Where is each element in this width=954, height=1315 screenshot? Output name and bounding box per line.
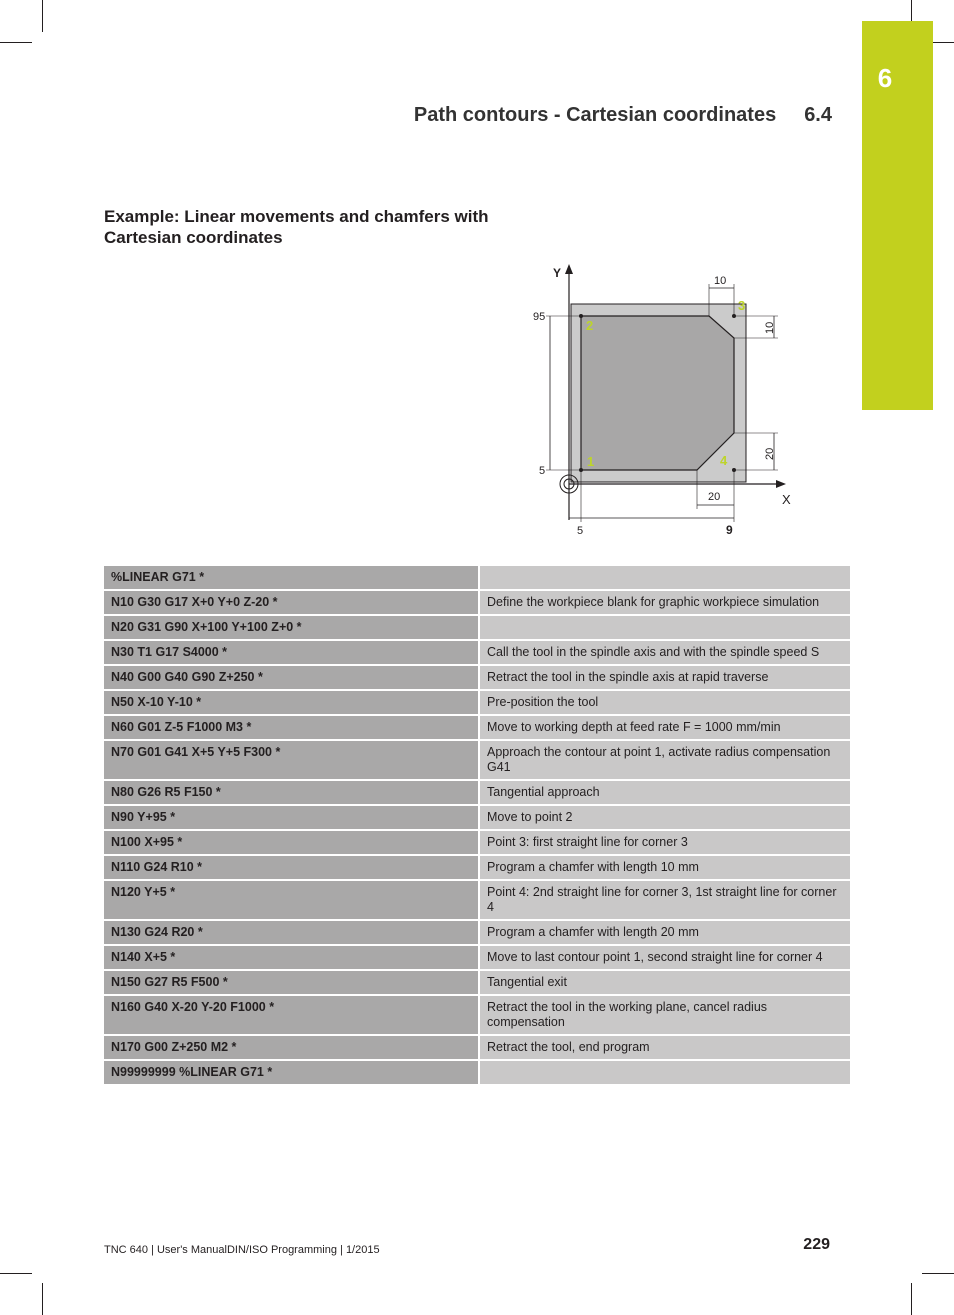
crop-mark — [42, 1283, 43, 1315]
x-axis-arrow — [776, 480, 786, 488]
program-code: N10 G30 G17 X+0 Y+0 Z-20 * — [104, 590, 479, 615]
point-2-label: 2 — [586, 318, 594, 333]
program-description: Retract the tool in the spindle axis at rapid traverse — [479, 665, 850, 690]
crop-mark — [0, 42, 32, 43]
program-code: N99999999 %LINEAR G71 * — [104, 1060, 479, 1085]
table-row — [104, 780, 850, 805]
program-code: N90 Y+95 * — [104, 805, 479, 830]
dim-right-top-label: 10 — [764, 321, 776, 334]
footer-text: TNC 640 | User's ManualDIN/ISO Programming | 1/2015 — [104, 1244, 380, 1256]
point-1-marker — [579, 468, 583, 472]
program-code: N140 X+5 * — [104, 945, 479, 970]
program-code: N60 G01 Z-5 F1000 M3 * — [104, 715, 479, 740]
program-code: N120 Y+5 * — [104, 880, 479, 920]
crop-mark — [911, 1283, 912, 1315]
point-4-label: 4 — [720, 453, 728, 468]
program-description: Tangential approach — [479, 780, 850, 805]
header-title: Path contours - Cartesian coordinates — [413, 104, 777, 126]
program-description: Tangential exit — [479, 970, 850, 995]
y-axis-label: Y — [553, 266, 562, 280]
program-code: N50 X-10 Y-10 * — [104, 690, 479, 715]
label-5-x: 5 — [577, 525, 584, 537]
program-description: Retract the tool in the working plane, cancel radius compensation — [479, 995, 850, 1035]
dim-bottom-label: 20 — [708, 491, 721, 503]
crop-mark — [42, 0, 43, 32]
program-description: Program a chamfer with length 20 mm — [479, 920, 850, 945]
crop-mark — [922, 1273, 954, 1274]
table-row — [104, 995, 850, 1035]
section-title: Example: Linear movements and chamfers with Cartesian coordinates — [104, 207, 489, 247]
table-row — [104, 880, 850, 920]
crop-mark — [0, 1273, 32, 1274]
dim-top-label: 10 — [714, 275, 727, 287]
table-row — [104, 740, 850, 780]
program-table — [104, 566, 850, 1086]
contour-figure — [525, 262, 795, 540]
program-description: Move to working depth at feed rate F = 1000 mm/min — [479, 715, 850, 740]
running-header — [414, 104, 832, 127]
table-row — [104, 665, 850, 690]
point-3-marker — [732, 314, 736, 318]
program-description: Point 3: first straight line for corner 3 — [479, 830, 850, 855]
table-row — [104, 690, 850, 715]
program-description: Retract the tool, end program — [479, 1035, 850, 1060]
table-row — [104, 970, 850, 995]
table-row — [104, 1035, 850, 1060]
part-contour — [581, 316, 734, 470]
point-2-marker — [579, 314, 583, 318]
table-row — [104, 590, 850, 615]
chapter-number: 6 — [877, 63, 893, 93]
point-4-marker — [732, 468, 736, 472]
program-description: Point 4: 2nd straight line for corner 3, 1st straight line for corner 4 — [479, 880, 850, 920]
label-95-x: 9 — [726, 523, 733, 537]
point-3-label: 3 — [738, 298, 746, 313]
point-1-label: 1 — [587, 454, 595, 469]
program-code: N110 G24 R10 * — [104, 855, 479, 880]
dim-right-bottom-label: 20 — [764, 447, 776, 460]
program-code: N70 G01 G41 X+5 Y+5 F300 * — [104, 740, 479, 780]
label-5-y: 5 — [539, 465, 546, 477]
program-description: Move to last contour point 1, second straight line for corner 4 — [479, 945, 850, 970]
program-code: %LINEAR G71 * — [104, 566, 479, 590]
table-row — [104, 566, 850, 590]
table-row — [104, 920, 850, 945]
program-code: N160 G40 X-20 Y-20 F1000 * — [104, 995, 479, 1035]
program-code: N100 X+95 * — [104, 830, 479, 855]
table-row — [104, 715, 850, 740]
header-section: 6.4 — [804, 104, 832, 126]
program-code: N170 G00 Z+250 M2 * — [104, 1035, 479, 1060]
program-code: N130 G24 R20 * — [104, 920, 479, 945]
program-description: Program a chamfer with length 10 mm — [479, 855, 850, 880]
table-row — [104, 830, 850, 855]
program-code: N20 G31 G90 X+100 Y+100 Z+0 * — [104, 615, 479, 640]
x-axis-label: X — [782, 492, 791, 507]
table-row — [104, 805, 850, 830]
program-code: N150 G27 R5 F500 * — [104, 970, 479, 995]
table-row — [104, 1060, 850, 1085]
program-description — [479, 615, 850, 640]
y-axis-arrow — [565, 264, 573, 274]
program-code: N30 T1 G17 S4000 * — [104, 640, 479, 665]
table-row — [104, 945, 850, 970]
program-code: N40 G00 G40 G90 Z+250 * — [104, 665, 479, 690]
label-95: 95 — [533, 311, 546, 323]
table-row — [104, 640, 850, 665]
table-row — [104, 855, 850, 880]
program-description: Define the workpiece blank for graphic workpiece simulation — [479, 590, 850, 615]
program-description — [479, 1060, 850, 1085]
program-description: Approach the contour at point 1, activate radius compensation G41 — [479, 740, 850, 780]
table-row — [104, 615, 850, 640]
program-description: Move to point 2 — [479, 805, 850, 830]
program-description: Pre-position the tool — [479, 690, 850, 715]
chapter-tab — [862, 21, 933, 410]
page-number: 229 — [803, 1236, 830, 1253]
program-description: Call the tool in the spindle axis and with the spindle speed S — [479, 640, 850, 665]
program-description — [479, 566, 850, 590]
program-code: N80 G26 R5 F150 * — [104, 780, 479, 805]
